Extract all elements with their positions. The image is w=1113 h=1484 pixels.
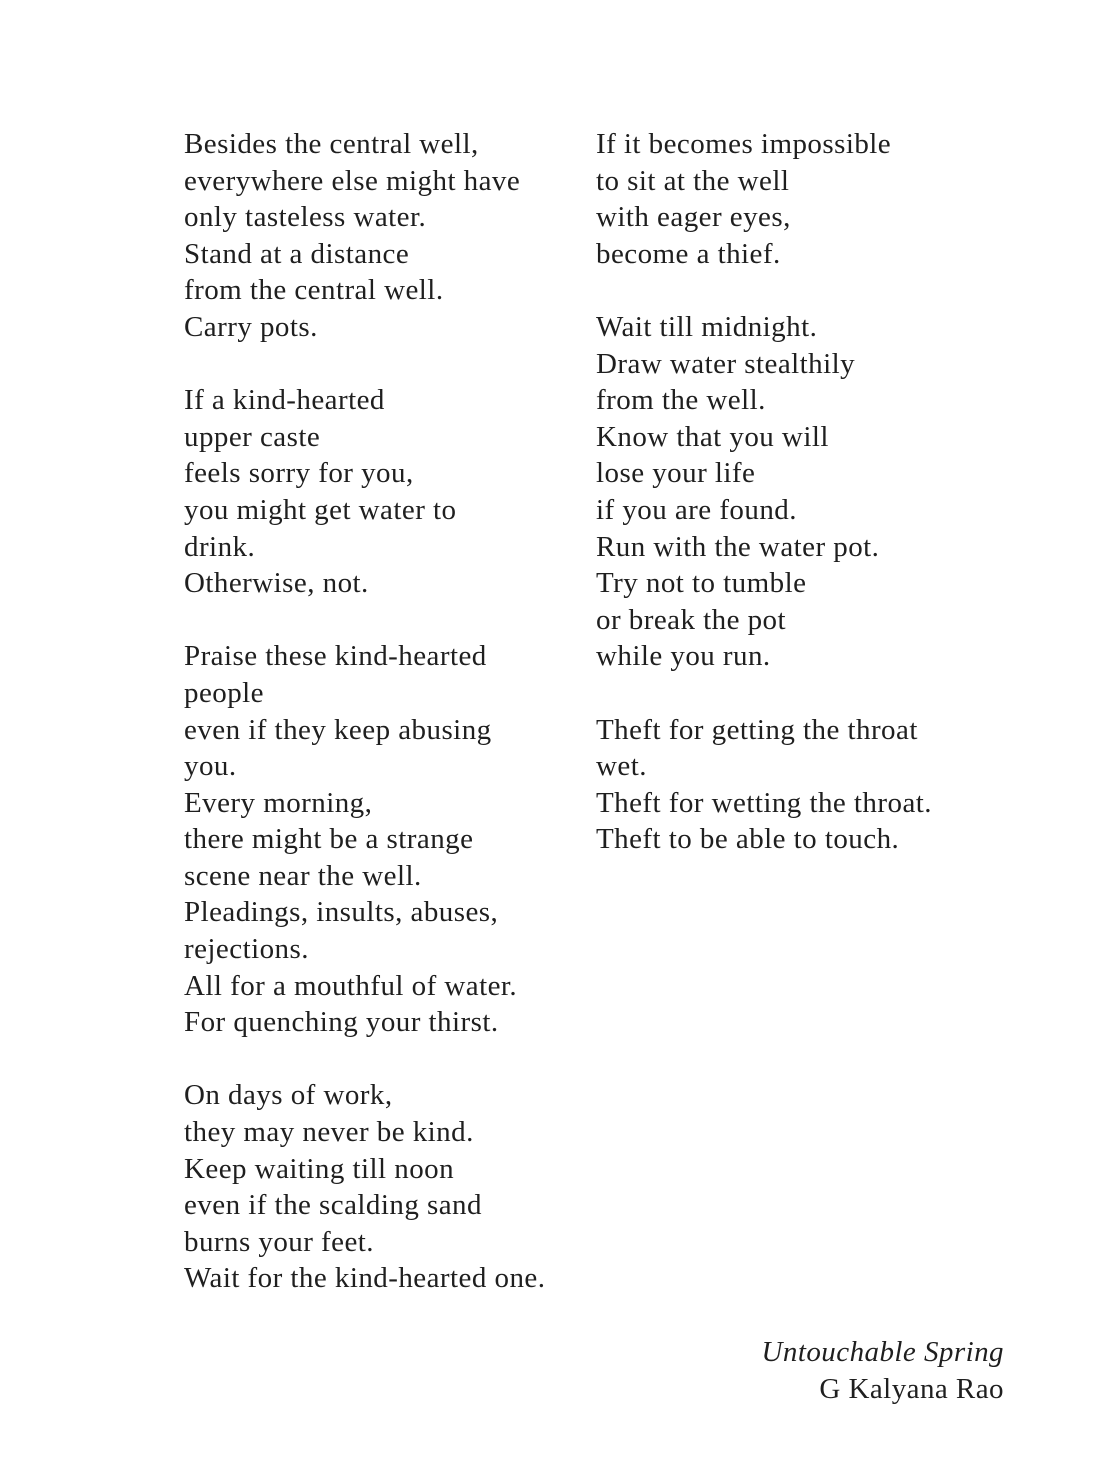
poem-line: Theft for wetting the throat. [596, 786, 932, 819]
poem-line: upper caste [184, 420, 321, 453]
poem-line: If a kind-hearted [184, 384, 385, 417]
poem-line: even if they keep abusing [184, 713, 492, 746]
poem-line: Every morning, [184, 786, 373, 819]
poem-line: to sit at the well [596, 164, 790, 197]
poem-left-column [184, 126, 594, 1334]
poem-line: Wait till midnight. [596, 310, 818, 343]
stanza [596, 309, 1016, 675]
poem-line: All for a mouthful of water. [184, 969, 518, 1002]
poem-line: while you run. [596, 640, 771, 673]
poem-line: or break the pot [596, 603, 786, 636]
poem-line: rejections. [184, 933, 309, 966]
stanza [184, 1077, 594, 1297]
poem-line: scene near the well. [184, 859, 422, 892]
poem-line: with eager eyes, [596, 201, 791, 234]
poem-line: drink. [184, 530, 256, 563]
poem-title: Untouchable Spring [761, 1336, 1004, 1368]
attribution [762, 1334, 1005, 1407]
poem-line: they may never be kind. [184, 1116, 474, 1149]
poem-line: Stand at a distance [184, 237, 410, 270]
poem-line: Draw water stealthily [596, 347, 856, 380]
poem-line: lose your life [596, 457, 756, 490]
poem-line: only tasteless water. [184, 201, 427, 234]
poem-line: you might get water to [184, 493, 457, 526]
poem-line: For quenching your thirst. [184, 1006, 499, 1039]
poem-line: you. [184, 750, 237, 783]
poem-right-column [596, 126, 1016, 894]
poem-line: Wait for the kind-hearted one. [184, 1262, 546, 1295]
poem-line: If it becomes impossible [596, 128, 892, 160]
stanza [184, 126, 594, 346]
poem-line: there might be a strange [184, 823, 474, 856]
stanza [184, 638, 594, 1041]
poem-line: burns your feet. [184, 1225, 375, 1258]
poem-line: Pleadings, insults, abuses, [184, 896, 499, 929]
poem-line: even if the scalding sand [184, 1189, 482, 1222]
poem-line: Try not to tumble [596, 567, 807, 600]
poem-line: Besides the central well, [184, 128, 479, 160]
poem-line: Keep waiting till noon [184, 1152, 455, 1185]
stanza [596, 712, 1016, 858]
poem-line: Otherwise, not. [184, 567, 369, 600]
poem-line: Praise these kind-hearted [184, 640, 487, 673]
poem-line: Theft to be able to touch. [596, 823, 900, 856]
poem-line: become a thief. [596, 237, 781, 270]
stanza [596, 126, 1016, 272]
poem-line: Theft for getting the throat [596, 713, 918, 746]
poem-line: Run with the water pot. [596, 530, 880, 563]
stanza [184, 382, 594, 602]
poem-line: Carry pots. [184, 310, 318, 343]
poem-line: from the well. [596, 384, 766, 417]
poem-line: people [184, 676, 265, 709]
poem-line: wet. [596, 750, 647, 783]
poem-line: from the central well. [184, 274, 444, 307]
poem-line: On days of work, [184, 1079, 393, 1112]
poem-line: if you are found. [596, 493, 797, 526]
poem-author: G Kalyana Rao [819, 1372, 1004, 1405]
poem-line: Know that you will [596, 420, 829, 453]
poem-line: everywhere else might have [184, 164, 521, 197]
poem-line: feels sorry for you, [184, 457, 414, 490]
